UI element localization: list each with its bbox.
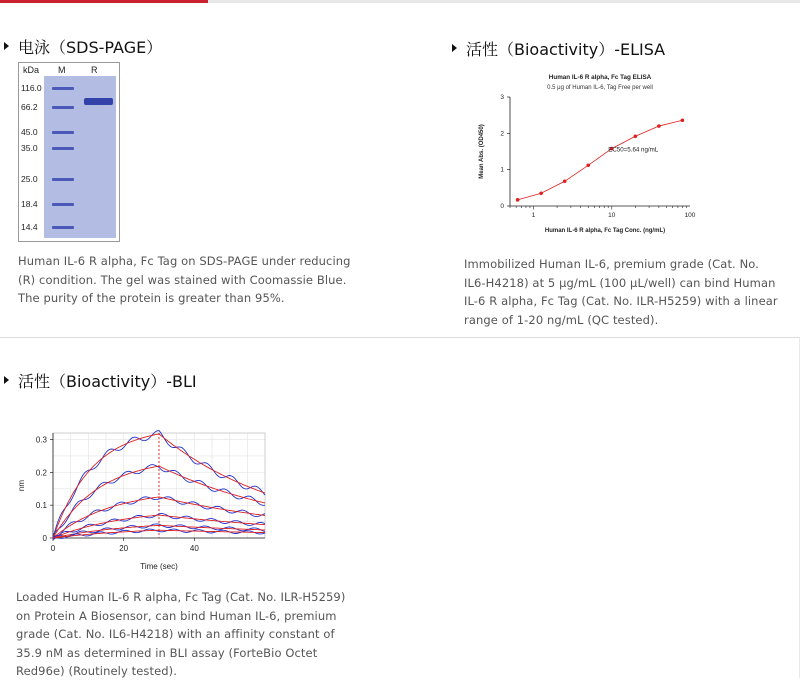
data-point: [681, 118, 685, 122]
x-tick-label: 20: [119, 544, 129, 553]
y-axis-label: nm: [17, 479, 26, 492]
sds-page-description: Human IL-6 R alpha, Fc Tag on SDS-PAGE under reducing (R) condition. The gel was stained with Coomassie Blue. The purity of the protein is greater than 95%.: [18, 254, 351, 306]
gel-lane-m-label: M: [58, 65, 66, 75]
y-tick-label: 2: [500, 130, 504, 138]
marker-band: [52, 203, 74, 206]
marker-band: [52, 178, 74, 181]
gel-background: [44, 76, 116, 238]
y-tick-label: 0: [42, 534, 47, 543]
marker-label: 14.4: [21, 222, 38, 232]
gel-kda-label: kDa: [23, 65, 40, 75]
sample-band: [84, 98, 113, 105]
x-tick-label: 10: [608, 212, 616, 219]
x-tick-label: 1: [531, 212, 536, 219]
chart-title: Human IL-6 R alpha, Fc Tag ELISA: [548, 74, 652, 81]
y-tick-label: 0.3: [35, 435, 47, 445]
marker-band: [52, 87, 74, 90]
sds-page-title-text: 电泳（SDS-PAGE）: [18, 38, 163, 57]
gel-lane-r-label: R: [91, 65, 98, 75]
top-rule-accent: [0, 0, 208, 3]
data-point: [516, 198, 520, 202]
x-axis-label: Human IL-6 R alpha, Fc Tag Conc. (ng/mL): [544, 228, 666, 234]
x-tick-label: 40: [189, 544, 199, 553]
bullet-icon: [4, 376, 9, 384]
bullet-icon: [452, 44, 457, 52]
elisa-description: Immobilized Human IL-6, premium grade (Cat. No. IL6-H4218) at 5 μg/mL (100 μL/well) can bind Human IL-6 R alpha, Fc Tag (Cat. No. ILR-H5259) with a linear range of 1-20 ng/mL (QC tested).: [464, 257, 778, 327]
marker-band: [52, 131, 74, 134]
data-point: [634, 134, 638, 138]
data-point: [586, 164, 590, 168]
y-tick-label: 0.1: [35, 501, 47, 511]
x-tick-label: 0: [50, 544, 56, 553]
bli-chart: [8, 425, 273, 575]
y-tick-label: 0.2: [35, 468, 47, 478]
data-point: [539, 191, 543, 195]
bullet-icon: [4, 42, 9, 50]
marker-label: 45.0: [21, 127, 38, 137]
sds-page-gel-image: [18, 62, 120, 242]
section-divider: [0, 337, 800, 338]
bli-description: Loaded Human IL-6 R alpha, Fc Tag (Cat. No. ILR-H5259) on Protein A Biosensor, can bind Human IL-6, premium grade (Cat. No. IL6-H4218) with an affinity constant of 35.9 nM as determined in BLI assay (ForteBio Octet Red96e) (Routinely tested).: [16, 590, 346, 679]
y-tick-label: 3: [500, 94, 504, 101]
x-tick-label: 100: [684, 212, 696, 219]
x-axis-label: Time (sec): [140, 562, 178, 571]
top-rule: [0, 0, 800, 3]
ec50-annotation: EC50=5.64 ng/mL: [608, 146, 659, 154]
chart-subtitle: 0.5 μg of Human IL-6, Tag Free per well: [547, 85, 653, 91]
marker-label: 66.2: [21, 102, 38, 112]
bli-title: [4, 369, 197, 392]
data-point: [657, 124, 661, 128]
elisa-title-text: 活性（Bioactivity）-ELISA: [466, 40, 666, 59]
marker-label: 25.0: [21, 174, 38, 184]
sds-page-title: [4, 35, 162, 58]
marker-band: [52, 226, 74, 229]
elisa-title: [452, 37, 665, 60]
marker-label: 116.0: [21, 83, 42, 93]
y-tick-label: 1: [500, 166, 504, 174]
marker-band: [52, 106, 74, 109]
y-tick-label: 0: [500, 203, 504, 210]
marker-label: 18.4: [21, 199, 38, 209]
data-point: [563, 179, 567, 183]
y-axis-label: Mean Abs. (OD450): [479, 124, 485, 179]
fit-curve: [518, 120, 683, 200]
elisa-chart: [470, 68, 710, 243]
bli-title-text: 活性（Bioactivity）-BLI: [18, 372, 197, 391]
marker-label: 35.0: [21, 143, 38, 153]
marker-band: [52, 147, 74, 150]
